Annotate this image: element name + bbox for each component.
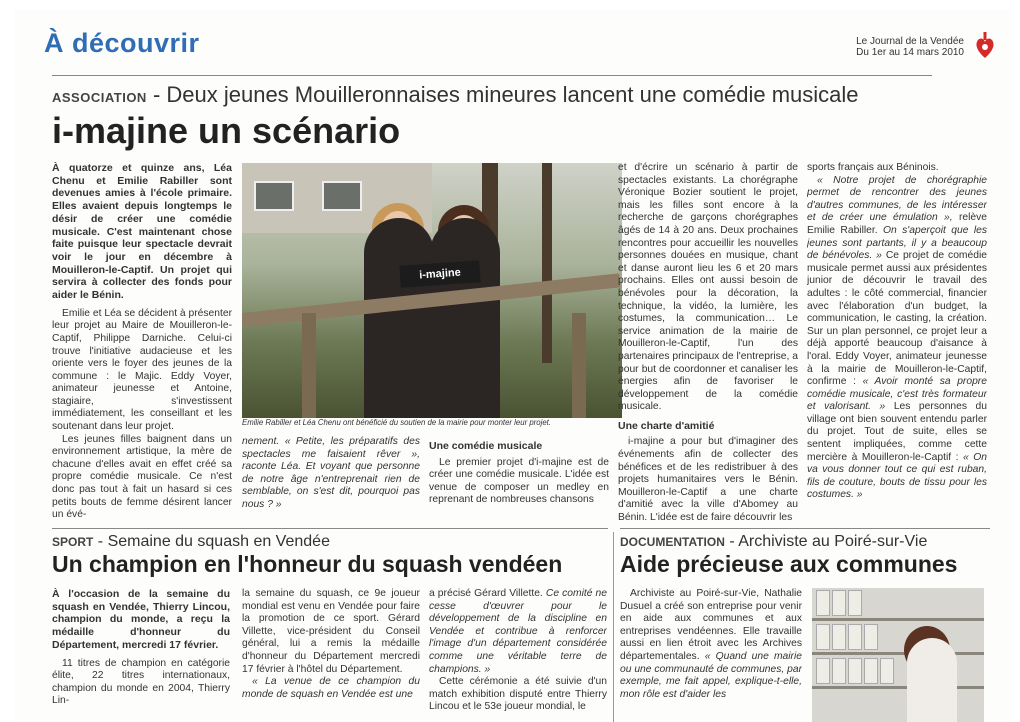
- article2-column-2: [242, 588, 420, 722]
- article3-kicker: [620, 533, 927, 551]
- article2-subtitle: - Semaine du squash en Vendée: [93, 533, 330, 550]
- article1-paragraph: i-majine a pour but d'imaginer des événements afin de collecter des bénéfices et de les redistribuer à des projets humanitaires vers le Bénin. Mouilleron-le-Captif a une charte d'amitié avec la ville d'Abomey au Bénin. L'idée est de faire découvrir les: [618, 436, 798, 524]
- article1-column-5: [807, 162, 987, 526]
- article1-column-4: [618, 162, 798, 526]
- article3-quote: « Quand une mairie ou une communauté de communes, par exemple, me fait appel, explique-t-elle, mon rôle est d'aider les: [620, 650, 802, 700]
- journal-name: Le Journal de la Vendée: [856, 36, 964, 47]
- article2-column-1: [52, 588, 230, 722]
- article2-headline: Un champion en l'honneur du squash vendéen: [52, 551, 563, 577]
- article1-photo: [242, 163, 622, 418]
- article1-paragraph: et d'écrire un scénario à partir de spectacles existants. La chorégraphe Véronique Bozier soutient le projet, mais les filles sont encore à la recherche de garçons chorégraphes âgés de 14 à 20 ans. Deux prochaines rencontres pour accueillir les nouvelles personnes douées en musique, chant et danse auront lieu les 6 et 20 mars prochains. Elles ont aussi besoin de bénévoles pour la décoration, la technique, la vidéo, la lumière, les costumes, la communication… Le service animation de la mairie de Mouilleron-le-Captif, l'un des partenaires principaux de l'entreprise, a pour but de coordonner et canaliser les énergies afin de favoriser le développement de la comédie musicale.: [618, 162, 798, 413]
- article1-text: relève Emilie Rabiller.: [807, 212, 987, 236]
- article1-subtitle: - Deux jeunes Mouilleronnaises mineures lancent une comédie musicale: [146, 82, 859, 107]
- vendee-heart-logo-icon: [974, 32, 996, 60]
- section-rubric: À découvrir: [44, 28, 200, 58]
- article3-column-1: [620, 588, 802, 722]
- article1-quote: « Avoir monté sa propre comédie musicale, c'est très formateur et valorisant. »: [807, 376, 987, 413]
- article1-text: Ce projet de comédie musicale permet aussi aux présidentes junior de découvrir le travail des adultes : le côté commercial, financier avec l'élaboration d'un budget, la communication, le casting, la création. Sur un plan personnel, ce projet leur a déjà apporté beaucoup d'aisance à l'oral. Eddy Voyer, animateur jeunesse à la mairie de Mouilleron-le-Captif, confirme :: [807, 250, 987, 388]
- article2-text: a précisé Gérard Villette.: [429, 588, 543, 599]
- article1-paragraph: Le premier projet d'i-majine est de créer une comédie musicale. L'idée est venue de composer un medley en reprenant de nombreuses chansons: [429, 456, 609, 506]
- newspaper-page: [14, 10, 1010, 722]
- article1-column-2: [242, 436, 420, 526]
- article2-lead: À l'occasion de la semaine du squash en Vendée, Thierry Lincou, champion du monde, a reçu la médaille d'honneur du Département, mercredi 17 février.: [52, 588, 230, 651]
- article1-kicker: [52, 82, 859, 108]
- subheading-comedie-musicale: Une comédie musicale: [429, 440, 543, 452]
- column-divider: [613, 532, 614, 722]
- article3-category: DOCUMENTATION: [620, 535, 725, 549]
- article3-headline: Aide précieuse aux communes: [620, 551, 958, 577]
- article2-kicker: [52, 533, 330, 551]
- article1-headline: i-majine un scénario: [52, 110, 401, 151]
- article2-paragraph: 11 titres de champion en catégorie élite, 22 titres internationaux, champion du monde en 2004, Thierry Lin-: [52, 657, 230, 707]
- article3-text: Archiviste au Poiré-sur-Vie, Nathalie Dusuel a créé son entreprise pour venir en aide aux communes et aux entreprises vendéennes. Elle travaille aussi en lien étroit avec les Archives départementales.: [620, 588, 802, 662]
- article2-paragraph: Cette cérémonie a été suivie d'un match exhibition disputé entre Thierry Lincou et le 53e joueur mondial, le: [429, 676, 607, 713]
- article1-text: Les personnes du village ont bien souvent entendu parler du projet. Tout de suite, elles se sentent impliquées, comme cette mercière à Mouilleron-le-Captif :: [807, 401, 987, 463]
- article1-quote: « On va vous donner tout ce qui est ruban, fils de couture, bouts de tissu pour les costumes. »: [807, 451, 987, 501]
- article1-column-3: [429, 434, 609, 526]
- article2-column-3: [429, 588, 607, 722]
- article1-quote: nement. « Petite, les préparatifs des spectacles me faisaient rêver », raconte Léa. Et voyant que personne de notre âge n'entreprenait rien de semblable, on s'est dit, pourquoi pas nous ? »: [242, 436, 420, 510]
- article3-photo: [812, 588, 984, 722]
- issue-date: Du 1er au 14 mars 2010: [856, 47, 964, 58]
- masthead: [856, 36, 964, 58]
- article1-category: ASSOCIATION: [52, 90, 147, 105]
- article1-quote: « Notre projet de chorégraphie permet de rencontrer des jeunes d'autres communes, de les intéresser et de créer une émulation »,: [807, 174, 987, 224]
- article1-paragraph: Les jeunes filles baignent dans un environnement artistique, la mère de chacune d'elles avait en effet créé sa propre comédie musicale. Ce n'est donc pas tout à fait un hasard si ces petits bouts de femme désirent lancer un évé-: [52, 433, 232, 521]
- article2-category: SPORT: [52, 535, 94, 549]
- article1-lead: À quatorze et quinze ans, Léa Chenu et Emilie Rabiller sont devenues amies à l'école primaire. Elles avaient depuis longtemps le désir de créer une comédie musicale. C'est maintenant chose faite puisque leur spectacle devrait voir le jour en décembre à Mouilleron-le-Captif. Un projet qui servira à collecter des fonds pour aider le Bénin.: [52, 162, 232, 302]
- subheading-charte-amitie: Une charte d'amitié: [618, 419, 715, 432]
- article2-quote: « La venue de ce champion du monde de squash en Vendée est une: [242, 676, 420, 700]
- article3-subtitle: - Archiviste au Poiré-sur-Vie: [724, 533, 928, 550]
- photo-caption: Emilie Rabiller et Léa Chenu ont bénéficié du soutien de la mairie pour monter leur projet.: [242, 418, 552, 427]
- documentation-divider: [620, 528, 990, 529]
- i-majine-sign: i-majine: [399, 260, 480, 288]
- article1-column-1: [52, 162, 232, 528]
- article1-paragraph: sports français aux Béninois.: [807, 162, 939, 173]
- article2-paragraph: la semaine du squash, ce 9e joueur mondial est venu en Vendée pour faire la promotion de ce sport. Gérard Villette, vice-président du Conseil général, lui a remis la médaille d'honneur du Département mercredi 17 février à l'hôtel du Département.: [242, 588, 420, 675]
- sport-divider: [52, 528, 608, 529]
- article1-paragraph: Emilie et Léa se décident à présenter leur projet au Maire de Mouilleron-le-Captif, Philippe Darniche. Celui-ci trouve l'initiative audacieuse et les oriente vers le foyer des jeunes de la commune : le Majic. Eddy Voyer, animateur jeunesse et Antoine, stagiaire, s'investissent immédiatement, les conseillant et les soutenant dans leur projet.: [52, 307, 232, 433]
- article2-quote: Ce comité ne cesse d'œuvrer pour le développement de la discipline en Vendée et contribue à renforcer l'image d'un département considérée comme une véritable terre de champions. »: [429, 588, 607, 675]
- page-header: [44, 28, 1004, 68]
- top-divider: [52, 75, 932, 76]
- article1-quote: On s'aperçoit que les jeunes sont partants, il y a beaucoup de bénévoles. »: [807, 224, 987, 262]
